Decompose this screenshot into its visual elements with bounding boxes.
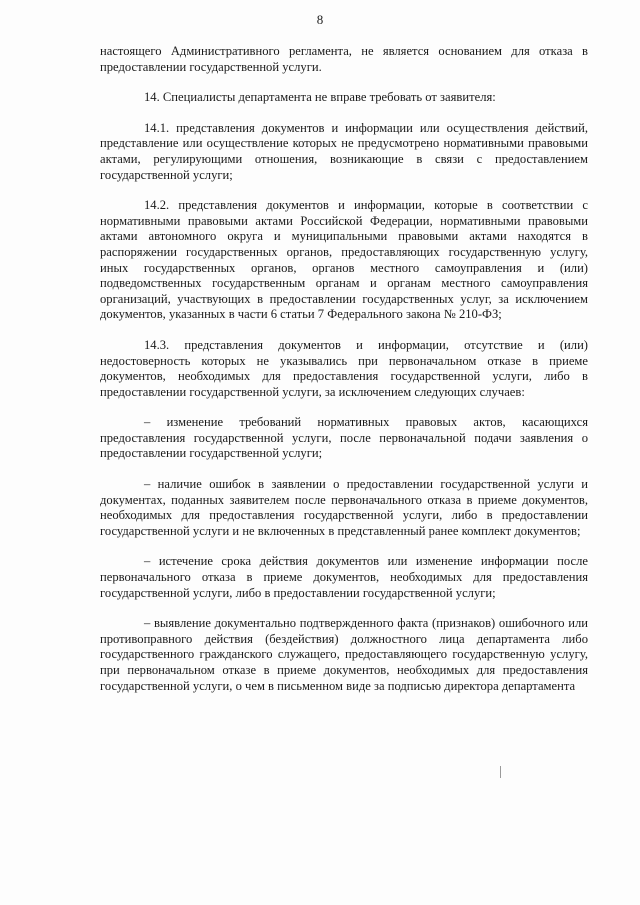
- list-item-erroneous-action: – выявление документально подтвержденного факта (признаков) ошибочного или противоправного действия (бездействия) должностного лица департамента либо государственного гражданского служащего, предоставляющего государственную услугу, при первоначальном отказе в приеме документов, необходимых для предоставления государственной услуги, о чем в письменном виде за подписью директора департамента: [100, 616, 588, 693]
- list-item-document-expiry: – истечение срока действия документов или изменение информации после первоначального отказа в приеме документов, необходимых для предоставления государственной услуги, либо в предоставлении государственной услуги;: [100, 554, 588, 600]
- paragraph-continuation: настоящего Административного регламента, не является основанием для отказа в предоставлении государственной услуги.: [100, 44, 588, 74]
- paragraph-14-1: 14.1. представления документов и информации или осуществления действий, представление или осуществление которых не предусмотрено нормативными правовыми актами, регулирующими отношения, возникающие в связи с предоставлением государственной услуги;: [100, 120, 588, 182]
- scan-mark: [500, 766, 501, 778]
- document-body: [100, 44, 588, 709]
- paragraph-14-2: 14.2. представления документов и информации, которые в соответствии с нормативными правовыми актами Российской Федерации, нормативными правовыми актами автономного округа и муниципальными правовыми актами находятся в распоряжении государственных органов, предоставляющих государственную услугу, иных государственных органов, органов местного самоуправления и (или) подведомственных государственным органам и органам местного самоуправления организаций, участвующих в предоставлении государственных услуг, за исключением документов, указанных в части 6 статьи 7 Федерального закона № 210-ФЗ;: [100, 198, 588, 322]
- list-item-requirements-change: – изменение требований нормативных правовых актов, касающихся предоставления государственной услуги, после первоначальной подачи заявления о предоставлении государственной услуги;: [100, 415, 588, 461]
- paragraph-14: 14. Специалисты департамента не вправе требовать от заявителя:: [144, 90, 496, 105]
- list-item-application-errors: – наличие ошибок в заявлении о предоставлении государственной услуги и документах, поданных заявителем после первоначального отказа в приеме документов, необходимых для предоставления государственной услуги, либо в предоставлении государственной услуги и не включенных в представленный ранее комплект документов;: [100, 477, 588, 538]
- paragraph-14-3: 14.3. представления документов и информации, отсутствие и (или) недостоверность которых не указывались при первоначальном отказе в приеме документов, необходимых для предоставления государственной услуги, либо в предоставлении государственной услуги, за исключением следующих случаев:: [100, 337, 588, 399]
- page-number: 8: [316, 12, 324, 27]
